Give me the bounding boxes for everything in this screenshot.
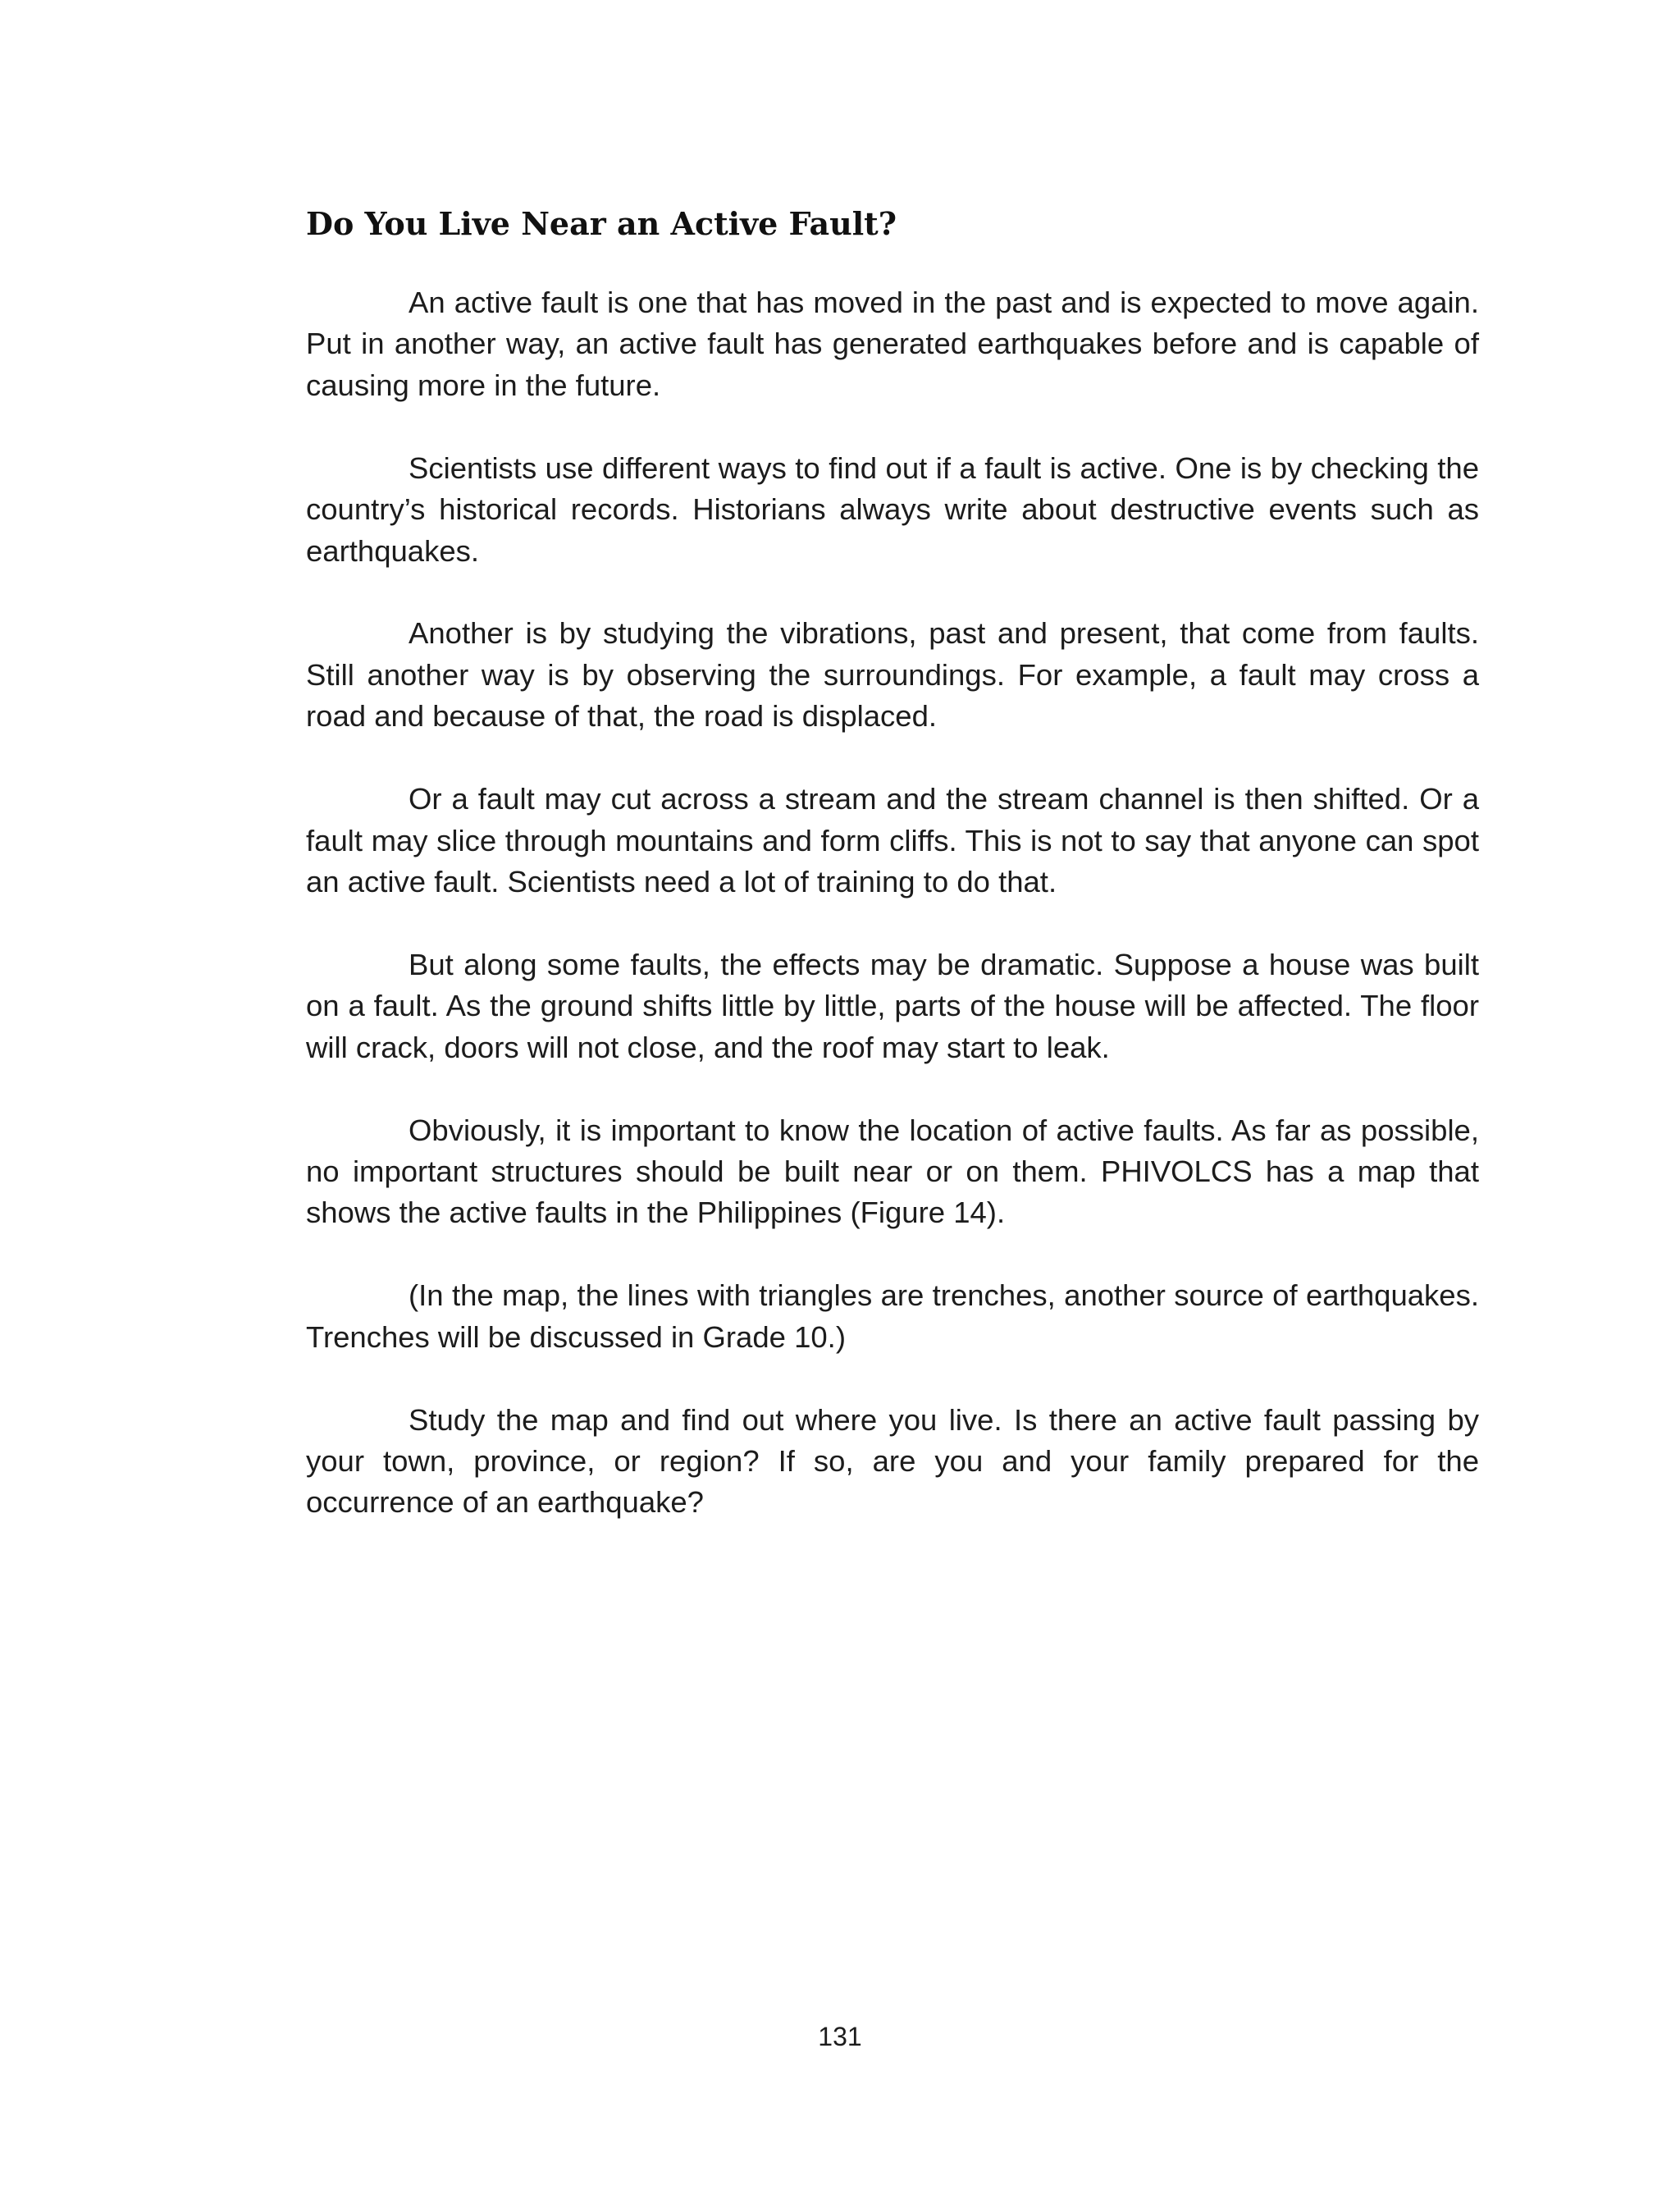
paragraph-stream-cliffs: Or a fault may cut across a stream and the stream channel is then shifted. Or a fault may slice through mountains and form cliffs. This is not to say that anyone can spot an active fault. Scientists need a lot of training to do that. bbox=[306, 782, 1479, 898]
paragraph-historical-records: Scientists use different ways to find out if a fault is active. One is by checking the country’s historical records. Historians always write about destructive events such as earthquakes. bbox=[306, 450, 1479, 568]
paragraph-house-effects: But along some faults, the effects may be dramatic. Suppose a house was built on a fault. As the ground shifts little by little, parts of the house will be affected. The floor will crack, doors will not close, and the roof may start to leak. bbox=[306, 947, 1479, 1064]
section-heading: Do You Live Near an Active Fault? bbox=[306, 205, 897, 242]
paragraph-study-map: Study the map and find out where you live. Is there an active fault passing by your town, province, or region? If so, are you and your family prepared for the occurrence of an earthquake? bbox=[306, 1402, 1479, 1520]
paragraph-phivolcs-map: Obviously, it is important to know the location of active faults. As far as possible, no important structures should be built near or on them. PHIVOLCS has a map that shows the active faults in the Philippines (Figure 14). bbox=[306, 1113, 1479, 1230]
page-content bbox=[306, 203, 1479, 1565]
paragraph-active-fault-definition: An active fault is one that has moved in the past and is expected to move again. Put in another way, an active fault has generated earthquakes before and is capable of causing more in the future. bbox=[306, 286, 1479, 402]
page-number: 131 bbox=[818, 2022, 862, 2051]
paragraph-vibrations-surroundings: Another is by studying the vibrations, past and present, that come from faults. Still another way is by observing the surroundings. For example, a fault may cross a road and because of that, the road is displaced. bbox=[306, 616, 1479, 734]
paragraph-trenches-note: (In the map, the lines with triangles are trenches, another source of earthquakes. Trenches will be discussed in Grade 10.) bbox=[306, 1278, 1479, 1354]
